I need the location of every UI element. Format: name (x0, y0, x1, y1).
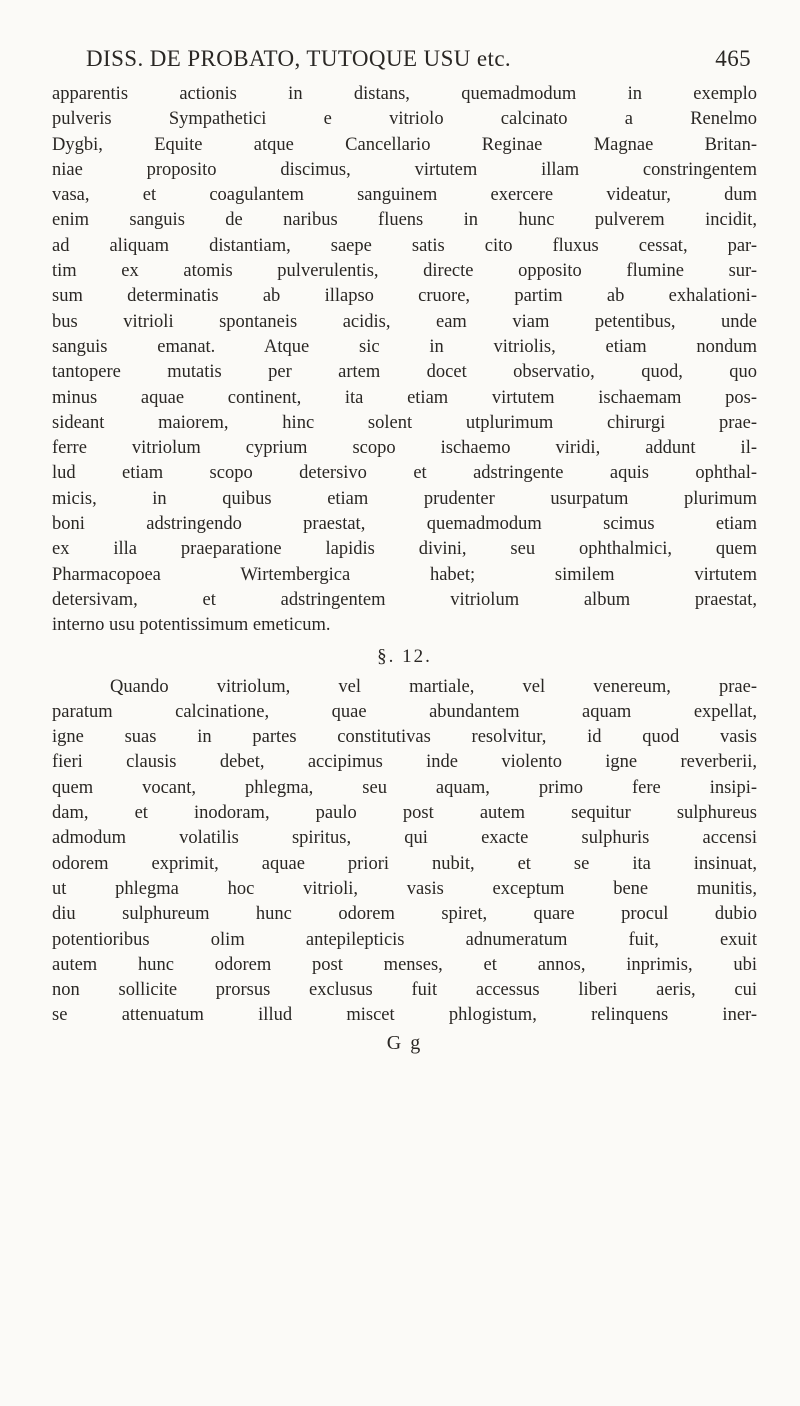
text-line: vasa, et coagulantem sanguinem exercere videatur, dum (52, 185, 757, 206)
text-line: odorem exprimit, aquae priori nubit, et se ita insinuat, (52, 853, 757, 874)
text-line: boni adstringendo praestat, quemadmodum scimus etiam (52, 514, 757, 535)
text-line: lud etiam scopo detersivo et adstringente aquis ophthal- (52, 463, 757, 484)
text-line: tantopere mutatis per artem docet observatio, quod, quo (52, 362, 757, 383)
text-line: admodum volatilis spiritus, qui exacte sulphuris accensi (52, 828, 757, 849)
text-line: paratum calcinatione, quae abundantem aquam expellat, (52, 701, 757, 722)
signature-mark: G g (386, 1031, 423, 1054)
text-line: niae proposito discimus, virtutem illam constringentem (52, 159, 757, 180)
running-head (86, 40, 751, 80)
text-line: ferre vitriolum cyprium scopo ischaemo viridi, addunt il- (52, 438, 757, 459)
text-line: apparentis actionis in distans, quemadmodum in exemplo (52, 84, 757, 104)
text-line: non sollicite prorsus exclusus fuit accessus liberi aeris, cui (52, 980, 757, 1001)
text-line: ad aliquam distantiam, saepe satis cito fluxus cessat, par- (52, 235, 757, 256)
text-line: potentioribus olim antepilepticis adnumeratum fuit, exuit (52, 929, 757, 950)
text-line: sum determinatis ab illapso cruore, partim ab exhalationi- (52, 286, 757, 307)
text-line: sideant maiorem, hinc solent utplurimum chirurgi prae- (52, 412, 757, 433)
text-line: tim ex atomis pulverulentis, directe opposito flumine sur- (52, 261, 757, 282)
text-line: pulveris Sympathetici e vitriolo calcinato a Renelmo (52, 109, 757, 130)
page-body (52, 82, 757, 1057)
text-line: micis, in quibus etiam prudenter usurpatum plurimum (52, 488, 757, 509)
text-line: enim sanguis de naribus fluens in hunc pulverem incidit, (52, 210, 757, 231)
text-line: Pharmacopoea Wirtembergica habet; similem virtutem (52, 564, 757, 585)
text-line: se attenuatum illud miscet phlogistum, relinquens iner- (52, 1005, 757, 1026)
text-line: igne suas in partes constitutivas resolvitur, id quod vasis (52, 727, 757, 748)
paragraph-1 (52, 82, 757, 639)
section-mark: §. 12. (377, 645, 432, 667)
text-line: diu sulphureum hunc odorem spiret, quare procul dubio (52, 904, 757, 925)
text-line: ut phlegma hoc vitrioli, vasis exceptum bene munitis, (52, 878, 757, 899)
text-line: dam, et inodoram, paulo post autem sequitur sulphureus (52, 803, 757, 824)
text-line: bus vitrioli spontaneis acidis, eam viam petentibus, unde (52, 311, 757, 332)
text-line: detersivam, et adstringentem vitriolum album praestat, (52, 589, 757, 610)
page-number: 465 (715, 46, 751, 71)
text-line: fieri clausis debet, accipimus inde violento igne reverberii, (52, 752, 757, 773)
text-line: autem hunc odorem post menses, et annos, inprimis, ubi (52, 954, 757, 975)
text-line: Dygbi, Equite atque Cancellario Reginae Magnae Britan- (52, 134, 757, 155)
text-line: sanguis emanat. Atque sic in vitriolis, etiam nondum (52, 336, 757, 357)
text-line: interno usu potentissimum emeticum. (52, 615, 331, 636)
text-line: quem vocant, phlegma, seu aquam, primo fere insipi- (52, 777, 757, 798)
running-title: DISS. DE PROBATO, TUTOQUE USU etc. (86, 46, 512, 71)
text-line: Quando vitriolum, vel martiale, vel venereum, prae- (110, 676, 757, 697)
text-line: ex illa praeparatione lapidis divini, seu ophthalmici, quem (52, 539, 757, 560)
text-line: minus aquae continent, ita etiam virtutem ischaemam pos- (52, 387, 757, 408)
paragraph-2 (52, 675, 757, 1029)
